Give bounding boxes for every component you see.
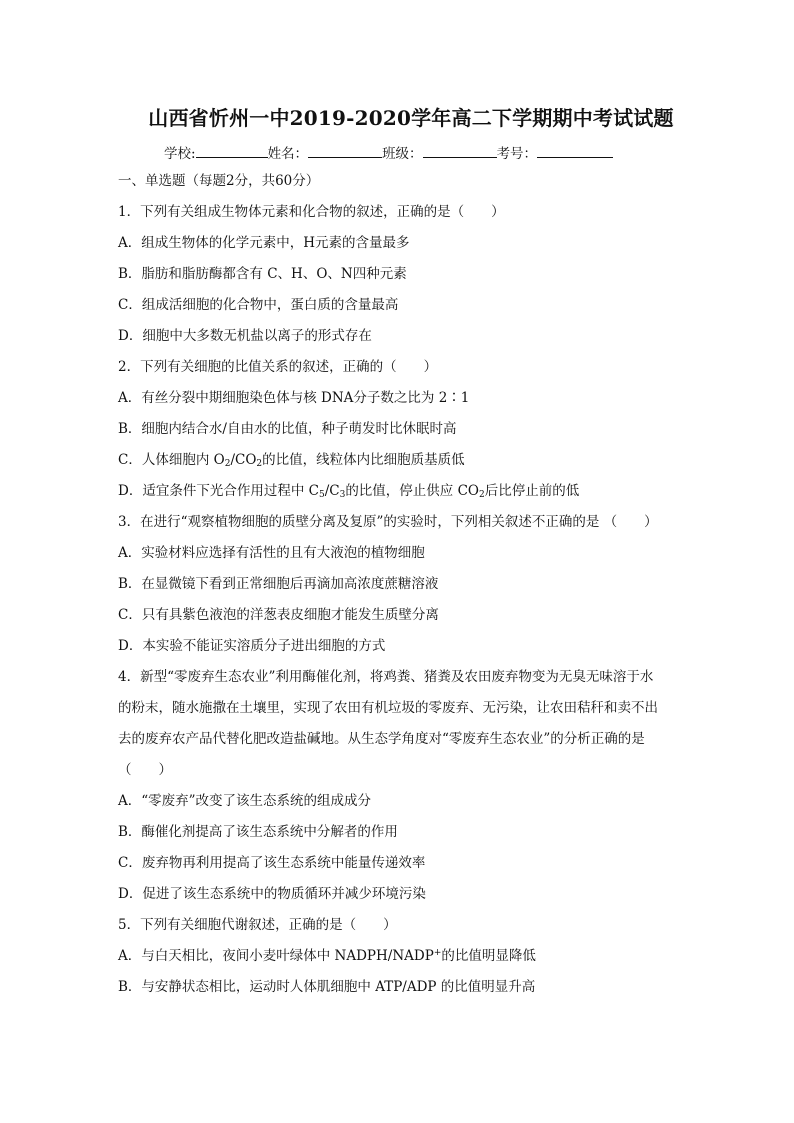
q4-stem-line-2: 的粉末，随水施撒在土壤里，实现了农田有机垃圾的零废弃、无污染，让农田秸秆和卖不出 — [118, 700, 658, 716]
class-blank[interactable] — [423, 141, 497, 158]
q4-option-a: A．“零废弃”改变了该生态系统的组成成分 — [118, 793, 372, 809]
q4-option-d: D．促进了该生态系统中的物质循环并减少环境污染 — [118, 886, 426, 902]
school-label: 学校: — [164, 146, 196, 162]
q4-stem-line-3: 去的废弃农产品代替化肥改造盐碱地。从生态学角度对“零废弃生态农业”的分析正确的是 — [118, 731, 645, 747]
q1-option-c: C．组成活细胞的化合物中，蛋白质的含量最高 — [118, 297, 399, 313]
class-label: 班级： — [382, 146, 423, 162]
q4-option-c: C．废弃物再利用提高了该生态系统中能量传递效率 — [118, 855, 426, 871]
exam-title: 山西省忻州一中2019-2020学年高二下学期期中考试试题 — [148, 106, 674, 130]
q4-option-b: B．酶催化剂提高了该生态系统中分解者的作用 — [118, 824, 398, 840]
name-blank[interactable] — [308, 141, 382, 158]
q5-stem: 5．下列有关细胞代谢叙述，正确的是（ ） — [118, 917, 397, 933]
number-label: 考号： — [496, 146, 538, 162]
q3-option-d: D．本实验不能证实溶质分子进出细胞的方式 — [118, 638, 386, 654]
school-blank[interactable] — [196, 141, 268, 158]
q2-stem: 2．下列有关细胞的比值关系的叙述，正确的（ ） — [118, 359, 438, 375]
q1-option-d: D．细胞中大多数无机盐以离子的形式存在 — [118, 328, 372, 344]
q2-option-d: D．适宜条件下光合作用过程中 $C_5/C_3$的比值，停止供应 $CO_2$后比停止前的低 — [118, 483, 580, 500]
q4-stem-line-4: （ ） — [118, 762, 172, 778]
q3-option-b: B．在显微镜下看到正常细胞后再滴加高浓度蔗糖溶液 — [118, 576, 439, 592]
q4-stem-line-1: 4．新型“零废弃生态农业”利用酶催化剂，将鸡粪、猪粪及农田废弃物变为无臭无味溶于水 — [118, 669, 654, 685]
q2-option-b: B．细胞内结合水/自由水的比值，种子萌发时比休眠时高 — [118, 421, 457, 437]
q2-option-c: C．人体细胞内 $O_2/CO_2$的比值，线粒体内比细胞质基质低 — [118, 452, 465, 469]
number-blank[interactable] — [537, 141, 613, 158]
student-info-row — [118, 141, 704, 165]
q5-option-a: A．与白天相比，夜间小麦叶绿体中 NADPH/NADP+的比值明显降低 — [118, 948, 536, 964]
q2-option-a: A．有丝分裂中期细胞染色体与核 DNA分子数之比为 2∶1 — [118, 390, 470, 406]
q3-option-a: A．实验材料应选择有活性的且有大液泡的植物细胞 — [118, 545, 425, 561]
q5-option-b: B．与安静状态相比，运动时人体肌细胞中 ATP/ADP 的比值明显升高 — [118, 979, 536, 995]
name-label: 姓名： — [267, 146, 309, 162]
q1-stem: 1．下列有关组成生物体元素和化合物的叙述，正确的是（ ） — [118, 204, 505, 220]
q3-option-c: C．只有具紫色液泡的洋葱表皮细胞才能发生质壁分离 — [118, 607, 439, 623]
section-heading: 一、单选题（每题2分，共60分） — [118, 173, 320, 189]
q1-option-b: B．脂肪和脂肪酶都含有 C、H、O、N四种元素 — [118, 266, 407, 282]
q3-stem: 3．在进行“观察植物细胞的质壁分离及复原”的实验时，下列相关叙述不正确的是 （ ） — [118, 514, 658, 530]
q1-option-a: A．组成生物体的化学元素中，H元素的含量最多 — [118, 235, 410, 251]
